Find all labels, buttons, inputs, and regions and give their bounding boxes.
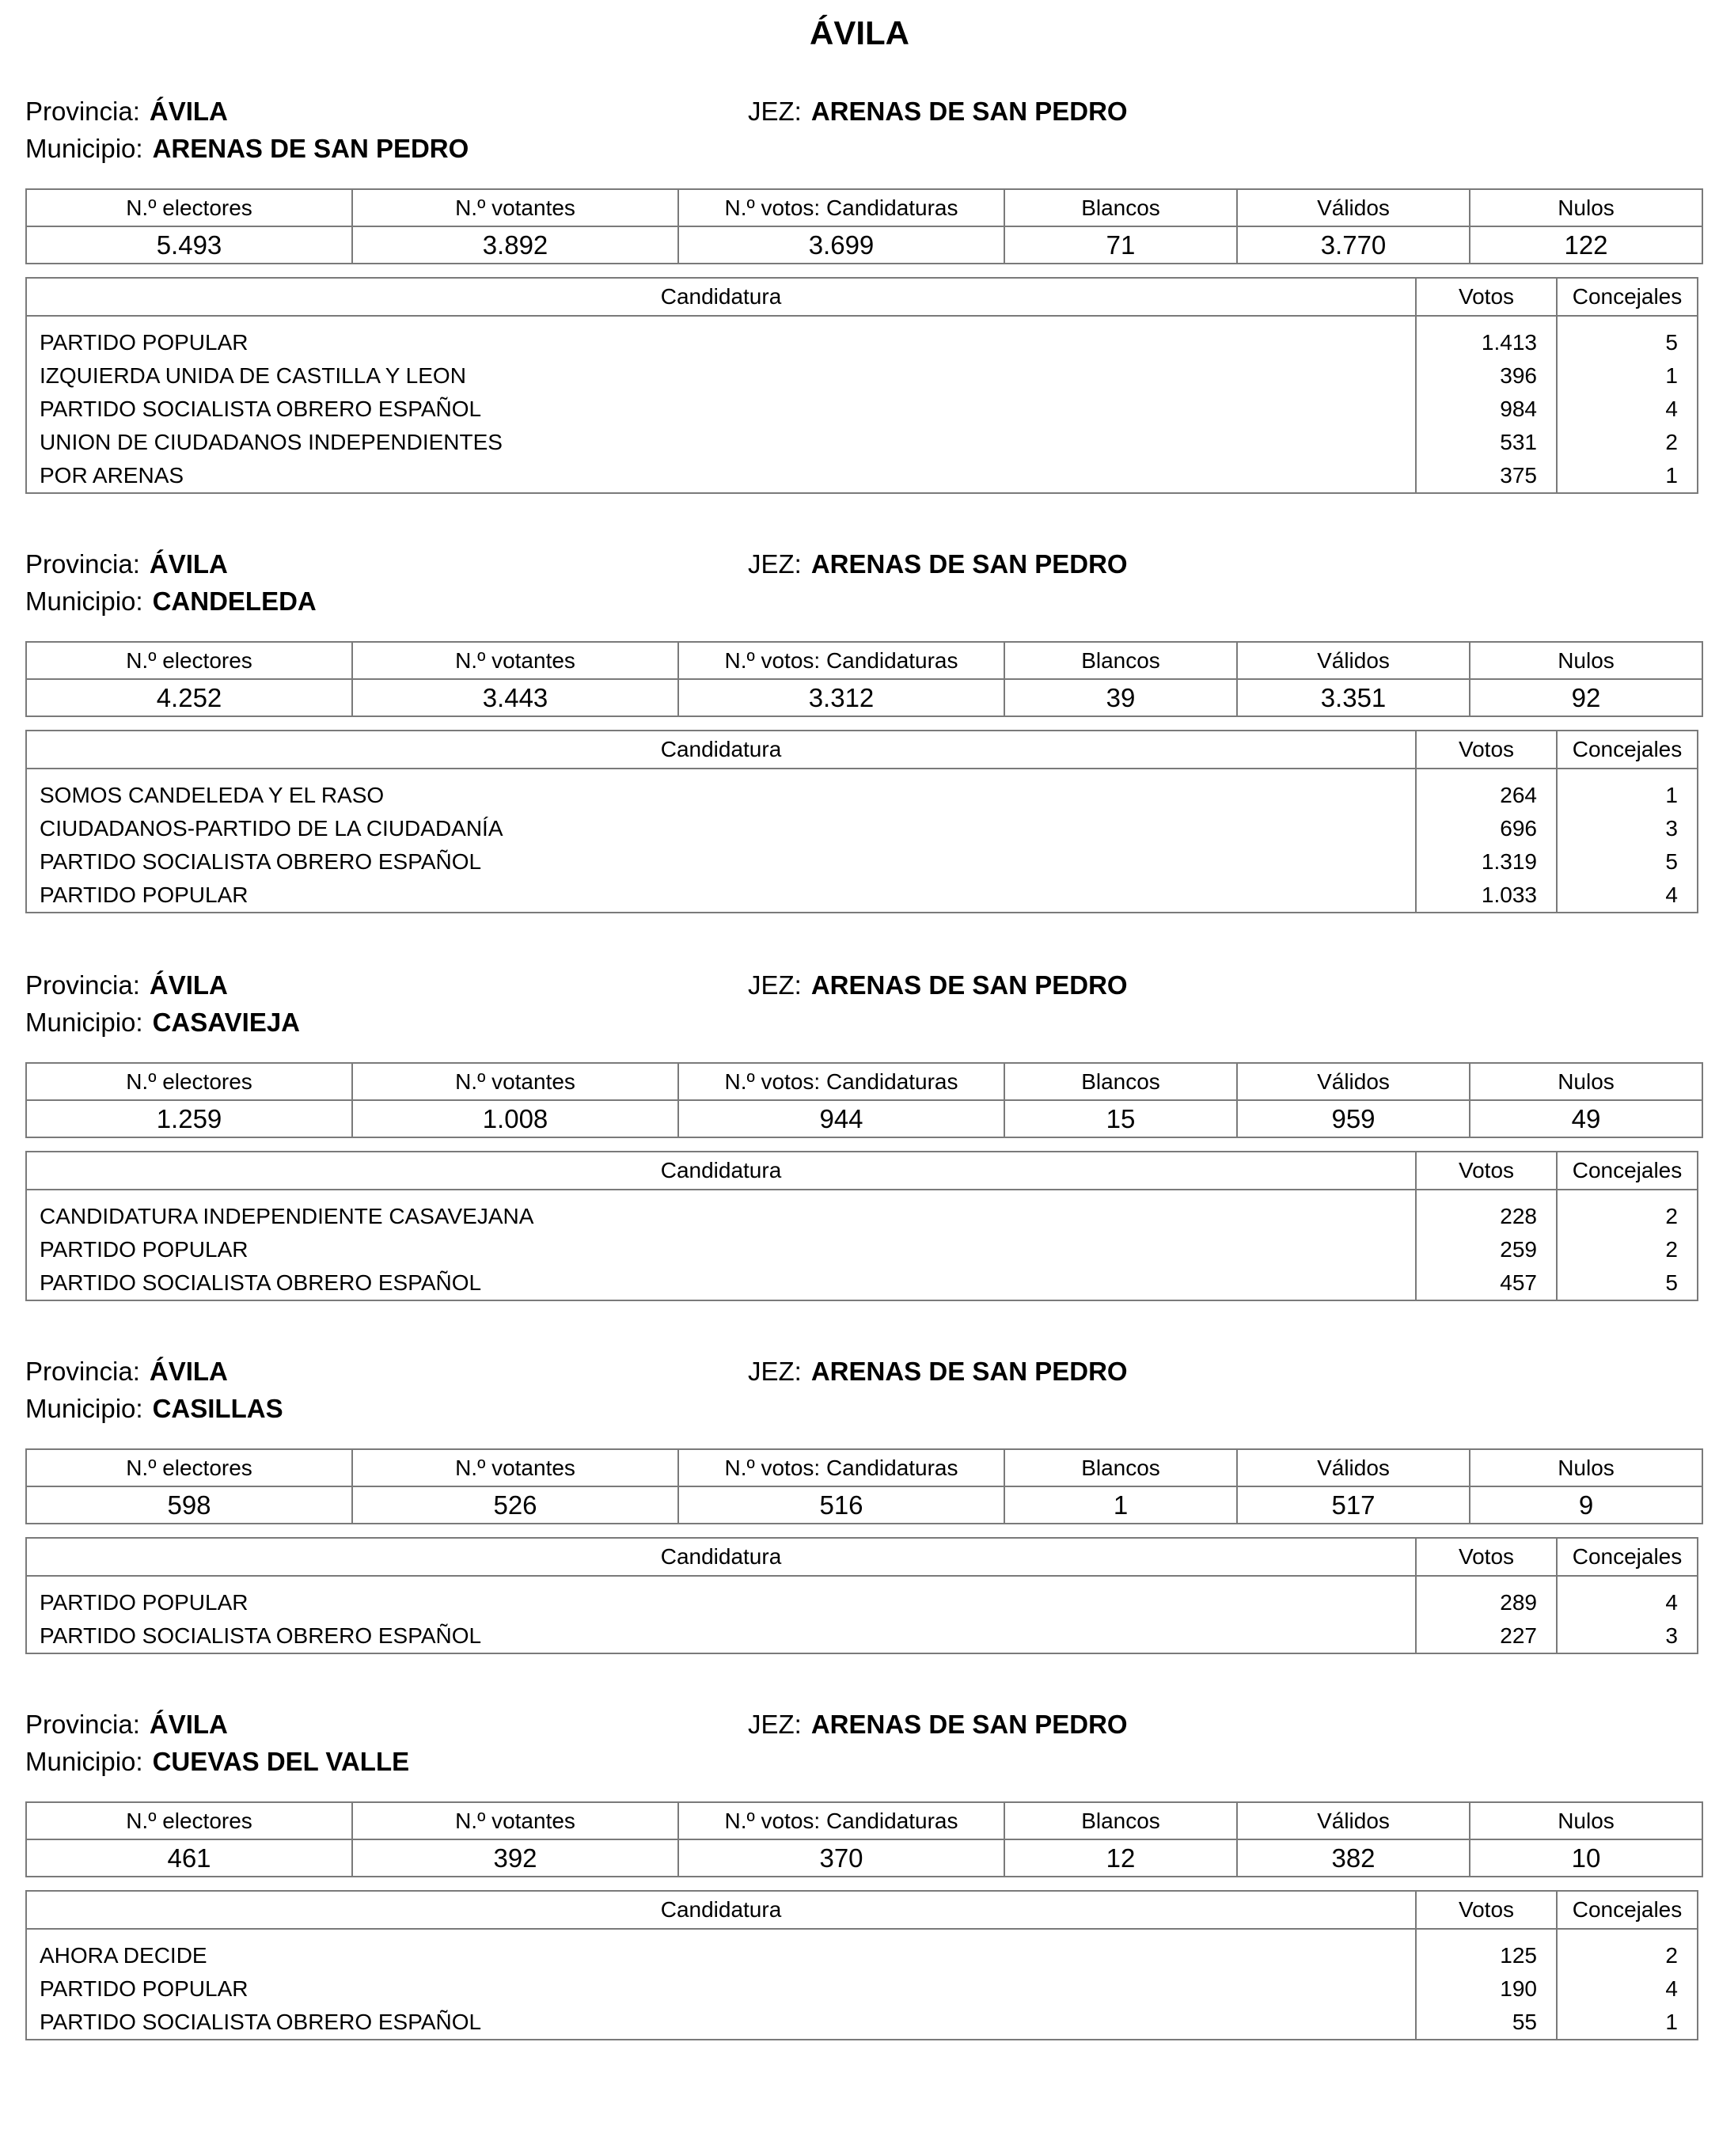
candidatura-votos: 396 — [1416, 359, 1557, 393]
candidatura-row — [26, 1576, 1698, 1619]
candidatura-header: Candidatura — [26, 278, 1416, 316]
stats-header-cell: Válidos — [1237, 642, 1470, 679]
provincia-label: Provincia: — [25, 549, 140, 579]
candidaturas-header-row — [26, 731, 1698, 769]
provincia-label: Provincia: — [25, 1710, 140, 1739]
stats-value-cell: 526 — [352, 1486, 678, 1524]
municipio-name: CANDELEDA — [152, 586, 317, 616]
municipio-name: CASILLAS — [152, 1394, 283, 1423]
page-title: ÁVILA — [810, 14, 909, 51]
jez-line — [748, 1353, 1128, 1390]
municipio-header — [25, 1706, 1697, 1782]
candidatura-row — [26, 812, 1698, 845]
municipio-label: Municipio: — [25, 586, 143, 616]
stats-header-cell: N.º electores — [26, 1063, 352, 1100]
stats-value-cell: 517 — [1237, 1486, 1470, 1524]
stats-header-cell: N.º votos: Candidaturas — [678, 1063, 1004, 1100]
candidatura-name: UNION DE CIUDADANOS INDEPENDIENTES — [26, 426, 1416, 459]
candidatura-row — [26, 1233, 1698, 1266]
stats-value-cell: 5.493 — [26, 226, 352, 264]
candidatura-votos: 375 — [1416, 459, 1557, 493]
stats-header-cell: N.º votantes — [352, 189, 678, 226]
candidatura-votos: 696 — [1416, 812, 1557, 845]
candidatura-row — [26, 2006, 1698, 2040]
candidaturas-table — [25, 1151, 1698, 1301]
candidatura-concejales: 2 — [1557, 1233, 1698, 1266]
votos-header: Votos — [1416, 278, 1557, 316]
candidatura-votos: 190 — [1416, 1972, 1557, 2006]
stats-header-row — [26, 189, 1702, 226]
stats-value-cell: 3.351 — [1237, 679, 1470, 716]
candidatura-row — [26, 845, 1698, 879]
municipio-label: Municipio: — [25, 1008, 143, 1037]
stats-value-cell: 49 — [1470, 1100, 1702, 1137]
jez-value: ARENAS DE SAN PEDRO — [810, 97, 1128, 126]
stats-header-cell: N.º votantes — [352, 1802, 678, 1839]
stats-header-cell: N.º votantes — [352, 1449, 678, 1486]
stats-header-cell: Blancos — [1004, 1802, 1237, 1839]
stats-header-cell: N.º electores — [26, 189, 352, 226]
stats-value-cell: 15 — [1004, 1100, 1237, 1137]
candidatura-concejales: 4 — [1557, 393, 1698, 426]
stats-header-row — [26, 1802, 1702, 1839]
stats-value-cell: 71 — [1004, 226, 1237, 264]
candidatura-name: POR ARENAS — [26, 459, 1416, 493]
candidatura-concejales: 1 — [1557, 459, 1698, 493]
stats-header-cell: Nulos — [1470, 189, 1702, 226]
provincia-line — [25, 93, 228, 130]
stats-value-cell: 461 — [26, 1839, 352, 1877]
stats-value-cell: 9 — [1470, 1486, 1702, 1524]
candidatura-concejales: 5 — [1557, 845, 1698, 879]
stats-value-cell: 382 — [1237, 1839, 1470, 1877]
candidaturas-table — [25, 1890, 1698, 2040]
candidatura-votos: 1.319 — [1416, 845, 1557, 879]
candidaturas-table — [25, 1537, 1698, 1654]
stats-value-cell: 1.008 — [352, 1100, 678, 1137]
candidatura-concejales: 4 — [1557, 879, 1698, 913]
stats-header-cell: N.º votantes — [352, 642, 678, 679]
candidatura-row — [26, 426, 1698, 459]
candidatura-name: PARTIDO POPULAR — [26, 1233, 1416, 1266]
candidatura-row — [26, 1972, 1698, 2006]
candidatura-name: AHORA DECIDE — [26, 1929, 1416, 1972]
stats-header-cell: N.º votos: Candidaturas — [678, 189, 1004, 226]
stats-value-cell: 1.259 — [26, 1100, 352, 1137]
concejales-header: Concejales — [1557, 1152, 1698, 1190]
stats-header-cell: Blancos — [1004, 1063, 1237, 1100]
municipio-block — [25, 546, 1697, 913]
stats-value-cell: 3.699 — [678, 226, 1004, 264]
candidatura-concejales: 1 — [1557, 769, 1698, 812]
stats-header-row — [26, 1063, 1702, 1100]
candidaturas-table — [25, 277, 1698, 494]
jez-label: JEZ: — [748, 970, 802, 1000]
candidatura-header: Candidatura — [26, 1891, 1416, 1929]
provincia-line — [25, 1353, 228, 1390]
candidatura-concejales: 5 — [1557, 1266, 1698, 1300]
stats-value-row — [26, 226, 1702, 264]
candidatura-name: PARTIDO SOCIALISTA OBRERO ESPAÑOL — [26, 1619, 1416, 1653]
stats-header-cell: N.º electores — [26, 642, 352, 679]
jez-value: ARENAS DE SAN PEDRO — [810, 549, 1128, 579]
stats-header-row — [26, 1449, 1702, 1486]
candidatura-votos: 1.413 — [1416, 316, 1557, 359]
candidatura-votos: 984 — [1416, 393, 1557, 426]
stats-header-cell: Blancos — [1004, 1449, 1237, 1486]
candidaturas-table — [25, 730, 1698, 913]
candidatura-concejales: 5 — [1557, 316, 1698, 359]
municipio-line — [25, 131, 469, 167]
jez-label: JEZ: — [748, 1710, 802, 1739]
candidatura-votos: 228 — [1416, 1190, 1557, 1233]
municipio-label: Municipio: — [25, 1394, 143, 1423]
concejales-header: Concejales — [1557, 278, 1698, 316]
candidatura-row — [26, 393, 1698, 426]
stats-header-cell: Nulos — [1470, 1063, 1702, 1100]
candidatura-votos: 531 — [1416, 426, 1557, 459]
candidatura-row — [26, 1619, 1698, 1653]
candidatura-concejales: 4 — [1557, 1972, 1698, 2006]
stats-value-cell: 370 — [678, 1839, 1004, 1877]
candidatura-name: PARTIDO SOCIALISTA OBRERO ESPAÑOL — [26, 393, 1416, 426]
municipio-name: CASAVIEJA — [152, 1008, 301, 1037]
concejales-header: Concejales — [1557, 1538, 1698, 1576]
municipio-line — [25, 1744, 409, 1780]
jez-line — [748, 967, 1128, 1004]
stats-header-cell: N.º votantes — [352, 1063, 678, 1100]
candidaturas-header-row — [26, 278, 1698, 316]
votos-header: Votos — [1416, 1152, 1557, 1190]
provincia-value: ÁVILA — [149, 97, 228, 126]
candidatura-concejales: 1 — [1557, 2006, 1698, 2040]
stats-value-cell: 944 — [678, 1100, 1004, 1137]
provincia-value: ÁVILA — [149, 549, 228, 579]
candidaturas-header-row — [26, 1152, 1698, 1190]
stats-value-cell: 3.770 — [1237, 226, 1470, 264]
candidatura-header: Candidatura — [26, 1538, 1416, 1576]
stats-header-cell: Nulos — [1470, 1802, 1702, 1839]
municipio-name: ARENAS DE SAN PEDRO — [152, 134, 469, 163]
candidatura-name: PARTIDO SOCIALISTA OBRERO ESPAÑOL — [26, 1266, 1416, 1300]
jez-value: ARENAS DE SAN PEDRO — [810, 1710, 1128, 1739]
stats-header-cell: N.º votos: Candidaturas — [678, 642, 1004, 679]
stats-header-cell: Válidos — [1237, 1802, 1470, 1839]
stats-value-cell: 392 — [352, 1839, 678, 1877]
stats-value-cell: 12 — [1004, 1839, 1237, 1877]
candidatura-row — [26, 359, 1698, 393]
stats-header-cell: N.º votos: Candidaturas — [678, 1802, 1004, 1839]
candidatura-votos: 1.033 — [1416, 879, 1557, 913]
candidatura-concejales: 3 — [1557, 812, 1698, 845]
stats-header-cell: Nulos — [1470, 642, 1702, 679]
stats-value-cell: 959 — [1237, 1100, 1470, 1137]
candidatura-name: SOMOS CANDELEDA Y EL RASO — [26, 769, 1416, 812]
provincia-value: ÁVILA — [149, 970, 228, 1000]
candidaturas-header-row — [26, 1538, 1698, 1576]
votos-header: Votos — [1416, 731, 1557, 769]
stats-value-cell: 4.252 — [26, 679, 352, 716]
stats-value-cell: 39 — [1004, 679, 1237, 716]
candidatura-concejales: 2 — [1557, 1929, 1698, 1972]
candidatura-votos: 289 — [1416, 1576, 1557, 1619]
provincia-value: ÁVILA — [149, 1357, 228, 1386]
candidatura-concejales: 1 — [1557, 359, 1698, 393]
stats-value-cell: 122 — [1470, 226, 1702, 264]
municipio-block — [25, 1353, 1697, 1654]
stats-value-cell: 516 — [678, 1486, 1004, 1524]
candidatura-votos: 264 — [1416, 769, 1557, 812]
stats-header-cell: N.º electores — [26, 1802, 352, 1839]
candidatura-votos: 457 — [1416, 1266, 1557, 1300]
provincia-value: ÁVILA — [149, 1710, 228, 1739]
stats-header-row — [26, 642, 1702, 679]
candidatura-votos: 227 — [1416, 1619, 1557, 1653]
votos-header: Votos — [1416, 1538, 1557, 1576]
municipio-line — [25, 1004, 300, 1041]
stats-value-cell: 1 — [1004, 1486, 1237, 1524]
jez-label: JEZ: — [748, 549, 802, 579]
stats-value-cell: 3.892 — [352, 226, 678, 264]
municipio-block — [25, 967, 1697, 1301]
stats-table — [25, 1062, 1703, 1138]
candidatura-row — [26, 1266, 1698, 1300]
provincia-line — [25, 967, 228, 1004]
jez-line — [748, 1706, 1128, 1743]
stats-value-row — [26, 1100, 1702, 1137]
concejales-header: Concejales — [1557, 731, 1698, 769]
candidatura-header: Candidatura — [26, 1152, 1416, 1190]
votos-header: Votos — [1416, 1891, 1557, 1929]
jez-label: JEZ: — [748, 97, 802, 126]
municipio-header — [25, 546, 1697, 622]
provincia-line — [25, 1706, 228, 1743]
provincia-label: Provincia: — [25, 1357, 140, 1386]
stats-table — [25, 1801, 1703, 1877]
stats-header-cell: Nulos — [1470, 1449, 1702, 1486]
jez-label: JEZ: — [748, 1357, 802, 1386]
stats-value-cell: 92 — [1470, 679, 1702, 716]
candidatura-name: PARTIDO POPULAR — [26, 1576, 1416, 1619]
stats-value-cell: 3.312 — [678, 679, 1004, 716]
municipio-label: Municipio: — [25, 1747, 143, 1776]
municipio-header — [25, 93, 1697, 169]
stats-header-cell: Válidos — [1237, 189, 1470, 226]
municipio-name: CUEVAS DEL VALLE — [152, 1747, 410, 1776]
candidatura-votos: 259 — [1416, 1233, 1557, 1266]
stats-value-cell: 3.443 — [352, 679, 678, 716]
candidatura-row — [26, 1190, 1698, 1233]
candidatura-concejales: 3 — [1557, 1619, 1698, 1653]
stats-value-row — [26, 679, 1702, 716]
candidatura-votos: 55 — [1416, 2006, 1557, 2040]
municipio-line — [25, 1391, 283, 1427]
candidatura-header: Candidatura — [26, 731, 1416, 769]
candidatura-concejales: 2 — [1557, 1190, 1698, 1233]
stats-header-cell: Blancos — [1004, 189, 1237, 226]
candidatura-name: PARTIDO POPULAR — [26, 316, 1416, 359]
jez-value: ARENAS DE SAN PEDRO — [810, 1357, 1128, 1386]
municipio-header — [25, 1353, 1697, 1429]
candidatura-row — [26, 316, 1698, 359]
candidaturas-header-row — [26, 1891, 1698, 1929]
provincia-line — [25, 546, 228, 583]
jez-line — [748, 546, 1128, 583]
stats-table — [25, 1448, 1703, 1524]
stats-table — [25, 641, 1703, 717]
candidatura-row — [26, 879, 1698, 913]
candidatura-concejales: 4 — [1557, 1576, 1698, 1619]
candidatura-name: CANDIDATURA INDEPENDIENTE CASAVEJANA — [26, 1190, 1416, 1233]
stats-header-cell: N.º votos: Candidaturas — [678, 1449, 1004, 1486]
candidatura-concejales: 2 — [1557, 426, 1698, 459]
provincia-label: Provincia: — [25, 970, 140, 1000]
candidatura-name: PARTIDO SOCIALISTA OBRERO ESPAÑOL — [26, 845, 1416, 879]
stats-header-cell: Válidos — [1237, 1449, 1470, 1486]
stats-header-cell: N.º electores — [26, 1449, 352, 1486]
municipio-block — [25, 93, 1697, 494]
candidatura-name: IZQUIERDA UNIDA DE CASTILLA Y LEON — [26, 359, 1416, 393]
stats-header-cell: Válidos — [1237, 1063, 1470, 1100]
municipio-header — [25, 967, 1697, 1043]
candidatura-name: CIUDADANOS-PARTIDO DE LA CIUDADANÍA — [26, 812, 1416, 845]
provincia-label: Provincia: — [25, 97, 140, 126]
candidatura-name: PARTIDO SOCIALISTA OBRERO ESPAÑOL — [26, 2006, 1416, 2040]
jez-value: ARENAS DE SAN PEDRO — [810, 970, 1128, 1000]
candidatura-row — [26, 769, 1698, 812]
municipio-line — [25, 583, 317, 620]
municipio-block — [25, 1706, 1697, 2040]
stats-value-row — [26, 1486, 1702, 1524]
concejales-header: Concejales — [1557, 1891, 1698, 1929]
stats-header-cell: Blancos — [1004, 642, 1237, 679]
stats-value-row — [26, 1839, 1702, 1877]
candidatura-row — [26, 1929, 1698, 1972]
candidatura-name: PARTIDO POPULAR — [26, 1972, 1416, 2006]
stats-value-cell: 598 — [26, 1486, 352, 1524]
candidatura-row — [26, 459, 1698, 493]
jez-line — [748, 93, 1128, 130]
candidatura-name: PARTIDO POPULAR — [26, 879, 1416, 913]
stats-value-cell: 10 — [1470, 1839, 1702, 1877]
candidatura-votos: 125 — [1416, 1929, 1557, 1972]
stats-table — [25, 188, 1703, 264]
municipio-label: Municipio: — [25, 134, 143, 163]
